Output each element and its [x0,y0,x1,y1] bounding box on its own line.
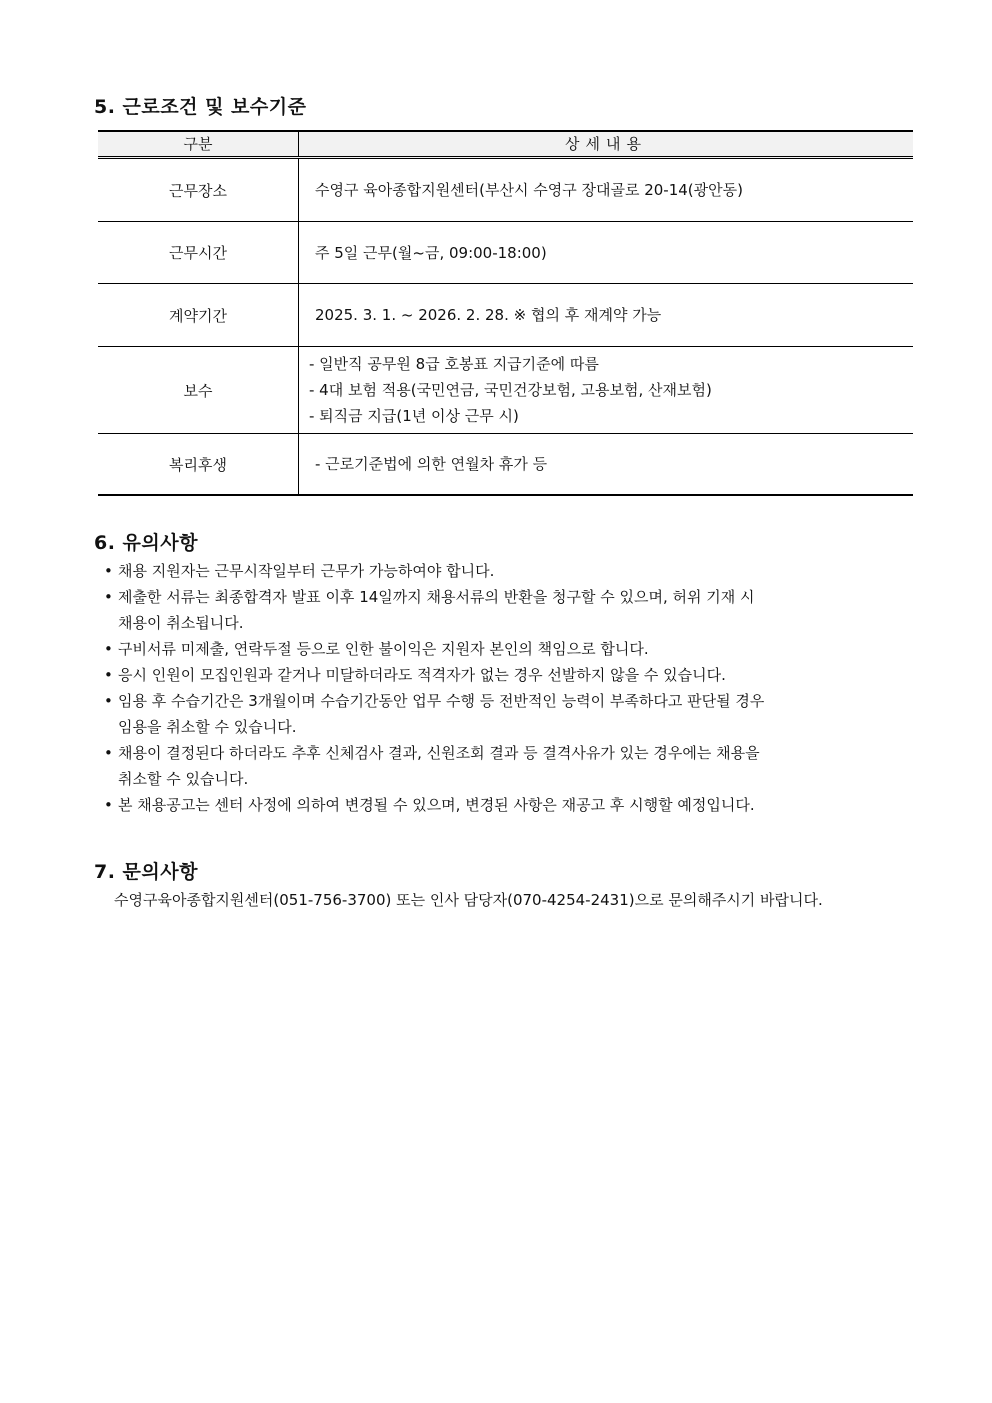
list-item [104,688,904,740]
work-conditions-table [98,130,913,496]
table-row-label: 보수 [98,347,299,433]
note-text: 제출한 서류는 최종합격자 발표 이후 14일까지 채용서류의 반환을 청구할 수 있으며, 허위 기재 시 [118,588,755,606]
detail-line: - 4대 보험 적용(국민연금, 국민건강보험, 고용보험, 산재보험) [309,381,712,399]
note-text: 본 채용공고는 센터 사정에 의하여 변경될 수 있으며, 변경된 사항은 재공고 후 시행할 예정입니다. [118,796,755,814]
table-row-label: 계약기간 [98,284,299,346]
table-row-label: 근무장소 [98,159,299,221]
table-row-details [299,222,913,283]
detail-line: - 근로기준법에 의한 연월차 휴가 등 [315,455,548,473]
table-header-row [98,132,913,159]
section6-title: 6. 유의사항 [94,532,198,554]
table-row-details [299,434,913,494]
bullet-icon: • [104,666,113,684]
section7-title: 7. 문의사항 [94,861,198,883]
table-row-benefits [98,434,913,494]
list-item [104,792,904,818]
note-text: 채용이 결정된다 하더라도 추후 신체검사 결과, 신원조회 결과 등 결격사유가 있는 경우에는 채용을 [118,744,760,762]
list-item [104,558,904,584]
table-row-details [299,159,913,221]
list-item [104,636,904,662]
bullet-icon: • [104,744,113,762]
list-item [104,740,904,792]
note-text: 취소할 수 있습니다. [118,770,249,788]
bullet-icon: • [104,796,113,814]
note-text: 구비서류 미제출, 연락두절 등으로 인한 불이익은 지원자 본인의 책임으로 합니다. [118,640,649,658]
table-row-work-hours [98,222,913,284]
table-row-details [299,284,913,346]
section5-title: 5. 근로조건 및 보수기준 [94,96,307,118]
bullet-icon: • [104,588,113,606]
table-row-details [299,347,913,433]
bullet-icon: • [104,640,113,658]
table-row-contract-period [98,284,913,347]
table-row-salary [98,347,913,434]
note-text: 응시 인원이 모집인원과 같거나 미달하더라도 적격자가 없는 경우 선발하지 않을 수 있습니다. [118,666,726,684]
bullet-icon: • [104,562,113,580]
table-header-category: 구분 [98,132,299,156]
note-text: 임용 후 수습기간은 3개월이며 수습기간동안 업무 수행 등 전반적인 능력이 부족하다고 판단될 경우 [118,692,765,710]
list-item [104,584,904,636]
table-row-label: 복리후생 [98,434,299,494]
list-item [104,662,904,688]
table-row-work-location [98,159,913,222]
table-header-details: 상세내용 [565,135,647,153]
bullet-icon: • [104,692,113,710]
table-row-label: 근무시간 [98,222,299,283]
detail-line: - 퇴직금 지급(1년 이상 근무 시) [309,407,519,425]
note-text: 임용을 취소할 수 있습니다. [118,718,297,736]
note-text: 채용 지원자는 근무시작일부터 근무가 가능하여야 합니다. [118,562,495,580]
note-text: 채용이 취소됩니다. [118,614,244,632]
detail-line: 2025. 3. 1. ~ 2026. 2. 28. ※ 협의 후 재계약 가능 [315,306,662,324]
contact-text: 수영구육아종합지원센터(051-756-3700) 또는 인사 담당자(070-4254-2431)으로 문의해주시기 바랍니다. [114,891,823,909]
notes-list [104,558,904,818]
detail-line: 수영구 육아종합지원센터(부산시 수영구 장대골로 20-14(광안동) [315,181,743,199]
detail-line: 주 5일 근무(월~금, 09:00-18:00) [315,243,547,262]
detail-line: - 일반직 공무원 8급 호봉표 지급기준에 따름 [309,355,599,373]
